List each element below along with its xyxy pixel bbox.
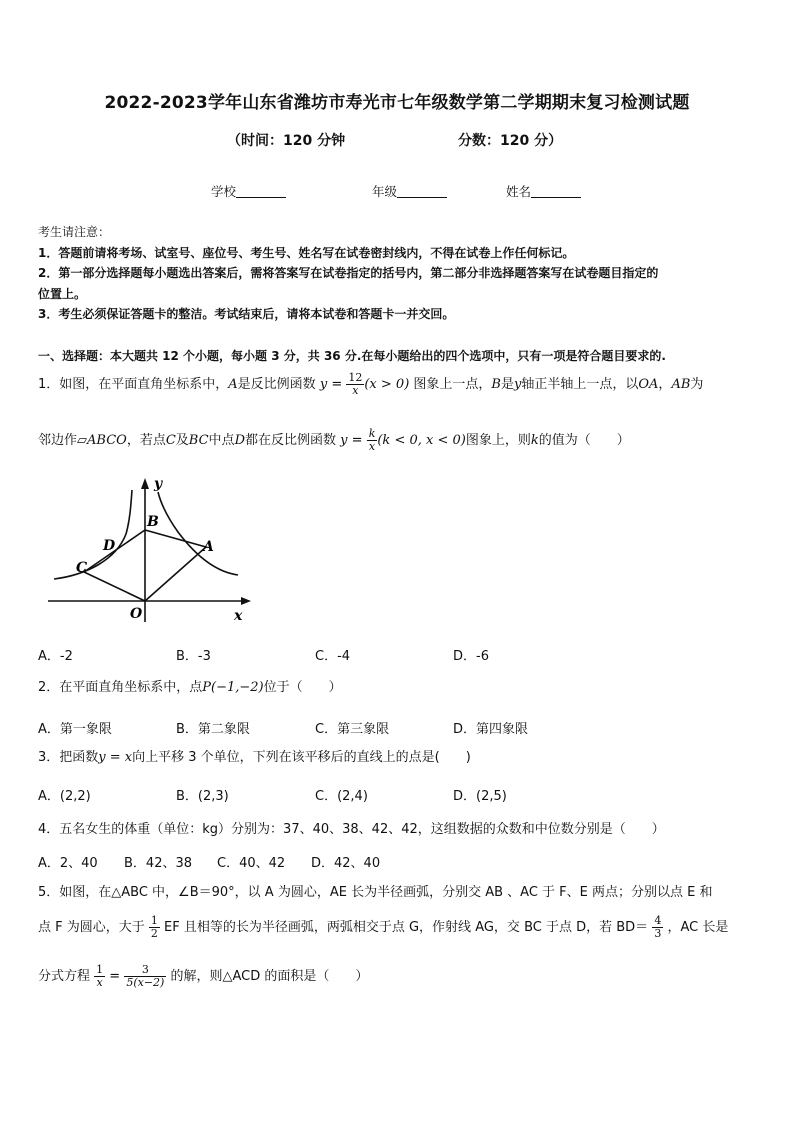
- label-y: y: [154, 476, 163, 492]
- q1-text: 为: [690, 377, 704, 392]
- q1-figure: [46, 472, 256, 632]
- q1-text: 是反比例函数: [237, 377, 316, 392]
- label-o: O: [130, 606, 143, 622]
- question-1-line-2: 邻边作▱ABCO，若点C及BC中点D都在反比例函数 y = $\frac{k}{x}$ (k < 0, x < 0)图象上，则k的值为（ ）: [38, 427, 630, 453]
- q2-text: 位于（ ）: [263, 680, 342, 695]
- q3-option-c[interactable]: C．(2,4): [315, 789, 368, 804]
- fraction: $\frac{4}{3}$: [654, 914, 662, 940]
- question-1-line-1: 1．如图，在平面直角坐标系中，A是反比例函数 y = $\frac{12}{x}$ (x > 0) 图象上一点，B是y轴正半轴上一点，以OA，AB为: [38, 371, 704, 397]
- q5-text: 分式方程: [38, 969, 91, 984]
- school-label: 学校: [211, 184, 237, 199]
- exam-notes: [38, 222, 758, 325]
- q2-option-b[interactable]: B．第二象限: [176, 722, 250, 737]
- q1-text: 1．如图，在平面直角坐标系中，: [38, 377, 229, 392]
- q2-option-d[interactable]: D．第四象限: [453, 722, 529, 737]
- fraction: $\frac{1}{2}$: [150, 914, 158, 940]
- label-a: A: [203, 539, 214, 555]
- label-c: C: [76, 560, 88, 576]
- curve-12-right: [158, 492, 238, 575]
- q4-option-b[interactable]: B．42、38: [124, 856, 193, 871]
- q5-text: ，AC 长是: [667, 920, 729, 935]
- q4-option-d[interactable]: D．42、40: [311, 856, 381, 871]
- q1-text: 的值为（ ）: [538, 433, 630, 448]
- q1-text: 轴正半轴上一点，以: [521, 377, 639, 392]
- q1-text: 邻边作: [38, 433, 78, 448]
- fraction: $\frac{3}{5(x-2)}$: [126, 963, 165, 989]
- q1-text: ，若点: [126, 433, 166, 448]
- q3-option-d[interactable]: D．(2,5): [453, 789, 507, 804]
- fraction: $\frac{k}{x}$: [368, 427, 376, 453]
- q1-text: 是: [500, 377, 514, 392]
- q4-option-a[interactable]: A．2、40: [38, 856, 98, 871]
- exam-title: 2022-2023学年山东省潍坊市寿光市七年级数学第二学期期末复习检测试题: [104, 93, 690, 113]
- q2-option-a[interactable]: A．第一象限: [38, 722, 112, 737]
- notes-heading: 考生请注意：: [38, 225, 111, 239]
- fraction: $\frac{12}{x}$: [348, 371, 363, 397]
- question-3: [38, 748, 760, 768]
- q3-option-b[interactable]: B．(2,3): [176, 789, 229, 804]
- q1-option-d[interactable]: D．-6: [453, 649, 489, 664]
- question-4: 4．五名女生的体重（单位：kg）分别为：37、40、38、42、42，这组数据的众数和中位数分别是（ ）: [38, 822, 665, 837]
- q4-option-c[interactable]: C．40、42: [217, 856, 286, 871]
- q1-option-b[interactable]: B．-3: [176, 649, 211, 664]
- q5-text: 点 F 为圆心，大于: [38, 920, 145, 935]
- fraction: $\frac{1}{x}$: [96, 963, 104, 989]
- notes-item: 位置上。: [38, 286, 87, 301]
- q1-text: 及: [175, 433, 189, 448]
- q2-point: P(−1,−2): [202, 680, 264, 695]
- section-heading: 一、选择题：本大题共 12 个小题，每小题 3 分，共 36 分.在每小题给出的四个选项中，只有一项是符合题目要求的.: [38, 349, 666, 363]
- name-blank: [531, 185, 581, 198]
- q3-text: 向上平移 3 个单位，下列在该平移后的直线上的点是( ): [132, 750, 471, 765]
- question-5-line-3: 分式方程 $\frac{1}{x}$ = $\frac{3}{5(x-2)}$ 的解，则△ACD 的面积是（ ）: [38, 963, 369, 989]
- label-d: D: [103, 538, 116, 554]
- q3-function: y = x: [98, 750, 133, 765]
- q5-text: 的解，则△ACD 的面积是（ ）: [170, 969, 369, 984]
- name-field: [506, 182, 581, 200]
- grade-field: [372, 182, 447, 200]
- q1-option-c[interactable]: C．-4: [315, 649, 351, 664]
- school-field: [211, 182, 286, 200]
- notes-item: 2．第一部分选择题每小题选出答案后，需将答案写在试卷指定的括号内，第二部分非选择题答案写在试卷题目指定的: [38, 266, 659, 280]
- question-2: [38, 678, 760, 698]
- grade-blank: [397, 185, 447, 198]
- q1-text: 中点: [208, 433, 235, 448]
- q1-text: 都在反比例函数: [245, 433, 337, 448]
- q2-text: 2．在平面直角坐标系中，点: [38, 680, 203, 695]
- x-axis-arrow: [241, 597, 251, 605]
- notes-item: 1．答题前请将考场、试室号、座位号、考生号、姓名写在试卷密封线内，不得在试卷上作任何标记。: [38, 245, 575, 260]
- label-b: B: [147, 514, 159, 530]
- time-limit: （时间：120 分钟: [227, 133, 346, 149]
- y-axis-arrow: [141, 478, 149, 489]
- q1-text: 图象上，则: [465, 433, 531, 448]
- label-x: x: [234, 608, 243, 624]
- q1-option-a[interactable]: A．-2: [38, 649, 73, 664]
- name-label: 姓名: [506, 184, 532, 199]
- total-score: 分数：120 分）: [458, 133, 563, 149]
- q3-text: 3．把函数: [38, 750, 99, 765]
- school-blank: [236, 185, 286, 198]
- q1-text: 图象上一点，: [413, 377, 492, 392]
- q2-option-c[interactable]: C．第三象限: [315, 722, 390, 737]
- question-5-line-2: [38, 915, 760, 940]
- question-5-line-1: 5．如图，在△ABC 中，∠B＝90°，以 A 为圆心，AE 长为半径画弧，分别交 AB 、AC 于 F、E 两点；分别以点 E 和: [38, 885, 713, 900]
- q3-option-a[interactable]: A．(2,2): [38, 789, 91, 804]
- notes-item: 3．考生必须保证答题卡的整洁。考试结束后，请将本试卷和答题卡一并交回。: [38, 307, 455, 321]
- grade-label: 年级: [372, 184, 398, 199]
- q5-text: EF 且相等的长为半径画弧，两弧相交于点 G，作射线 AG，交 BC 于点 D，若 BD＝: [164, 920, 649, 935]
